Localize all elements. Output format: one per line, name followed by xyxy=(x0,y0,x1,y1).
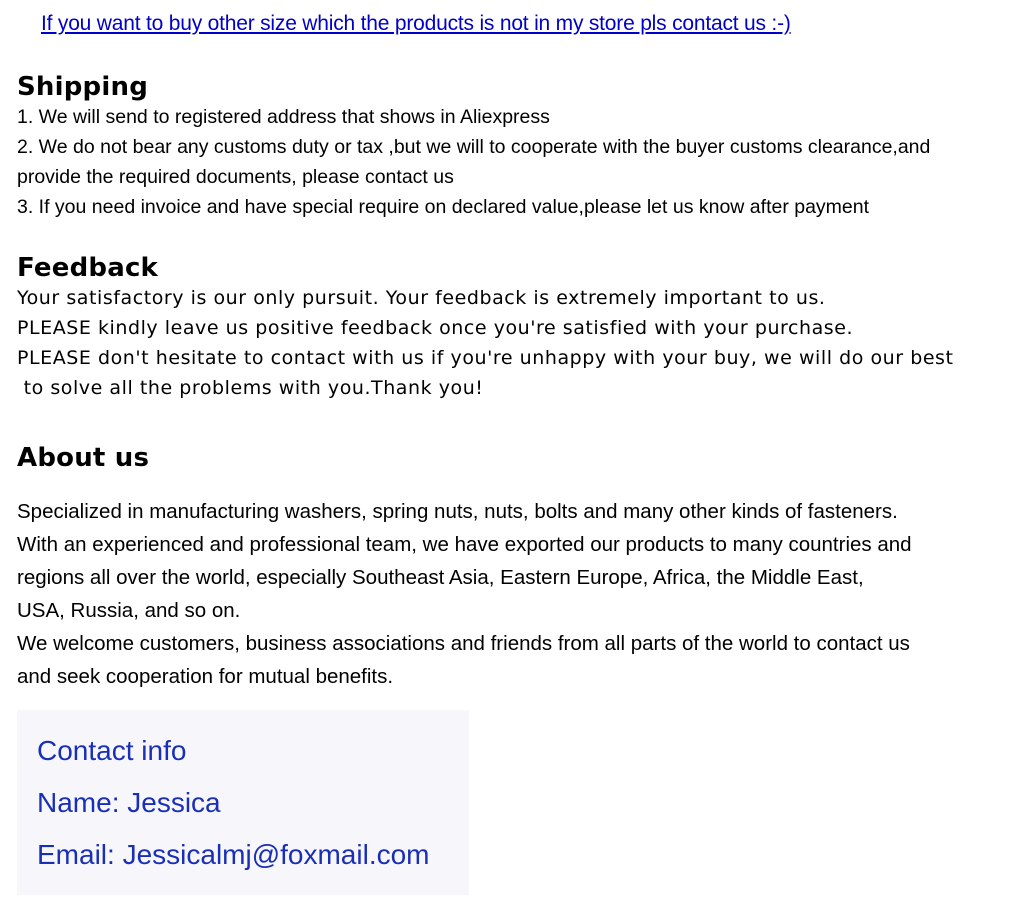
about-line: With an experienced and professional team, we have exported our products to many countries and xyxy=(17,533,912,556)
about-text xyxy=(17,495,1002,693)
contact-info-title: Contact info xyxy=(37,735,187,766)
shipping-list xyxy=(17,102,992,222)
about-line: and seek cooperation for mutual benefits. xyxy=(17,665,394,688)
shipping-line: provide the required documents, please contact us xyxy=(17,166,454,188)
about-line: USA, Russia, and so on. xyxy=(17,599,241,622)
feedback-line: to solve all the problems with you.Thank you! xyxy=(17,377,484,399)
feedback-line: Your satisfactory is our only pursuit. Your feedback is extremely important to us. xyxy=(17,287,826,309)
contact-us-link[interactable]: If you want to buy other size which the products is not in my store pls contact us :-) xyxy=(41,12,791,35)
shipping-line: 3. If you need invoice and have special require on declared value,please let us know after payment xyxy=(17,196,870,218)
about-line: We welcome customers, business associations and friends from all parts of the world to contact us xyxy=(17,632,910,655)
about-line: regions all over the world, especially Southeast Asia, Eastern Europe, Africa, the Middle East, xyxy=(17,566,864,589)
shipping-line: 2. We do not bear any customs duty or tax ,but we will to cooperate with the buyer customs clearance,and xyxy=(17,136,931,158)
contact-info-box xyxy=(17,710,469,895)
feedback-text xyxy=(17,283,1007,403)
feedback-line: PLEASE don't hesitate to contact with us if you're unhappy with your buy, we will do our best xyxy=(17,347,954,369)
shipping-heading: Shipping xyxy=(17,72,149,102)
about-line: Specialized in manufacturing washers, spring nuts, nuts, bolts and many other kinds of fasteners. xyxy=(17,500,898,523)
feedback-line: PLEASE kindly leave us positive feedback once you're satisfied with your purchase. xyxy=(17,317,854,339)
feedback-heading: Feedback xyxy=(17,253,159,283)
about-heading: About us xyxy=(17,443,150,473)
contact-name: Name: Jessica xyxy=(37,787,221,818)
contact-email: Email: Jessicalmj@foxmail.com xyxy=(37,839,430,870)
shipping-line: 1. We will send to registered address that shows in Aliexpress xyxy=(17,106,550,128)
